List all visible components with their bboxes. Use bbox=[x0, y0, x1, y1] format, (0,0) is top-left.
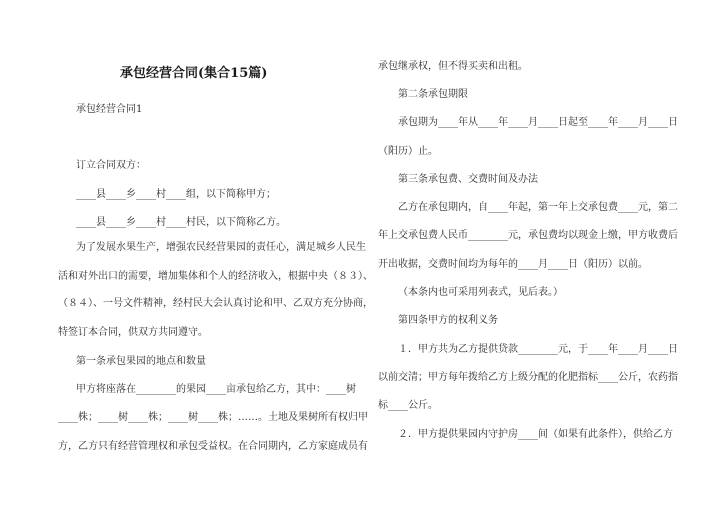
party-a-line: ____县____乡____村____组，以下简称甲方； bbox=[76, 189, 276, 200]
intro-line-4: 特签订本合同，供双方共同遵守。 bbox=[58, 327, 208, 338]
article-2-line-2: （阳历）止。 bbox=[378, 146, 438, 157]
intro-line-3: （８４）、一号文件精神，经村民大会认真讨论和甲、乙双方充分协商， bbox=[58, 298, 373, 309]
article-4-heading: 第四条甲方的权利义务 bbox=[398, 315, 498, 326]
article-2-heading: 第二条承包期限 bbox=[398, 89, 468, 100]
article-1-line-1: 甲方将座落在________的果园____亩承包给乙方，其中：____树 bbox=[76, 384, 356, 395]
article-4-item-1-line-1: １．甲方共为乙方提供贷款________元，于____年____月____日 bbox=[398, 344, 678, 355]
article-1-line-2: ____株；____树____株；____树____株；……。土地及果树所有权归甲 bbox=[58, 412, 368, 423]
party-b-line: ____县____乡____村____村民，以下简称乙方。 bbox=[76, 217, 286, 228]
article-2-line-1: 承包期为____年从____年____月____日起至____年____月____日 bbox=[398, 117, 678, 128]
article-3-line-3: 开出收据，交费时间均为每年的____月____日（阳历）以前。 bbox=[378, 259, 648, 270]
article-1-heading: 第一条承包果园的地点和数量 bbox=[76, 356, 206, 367]
article-3-note: （本条内也可采用列表式，见后表。） bbox=[398, 287, 563, 298]
article-1-line-3: 方，乙方只有经营管理权和承包受益权。在合同期内，乙方家庭成员有 bbox=[58, 441, 368, 452]
article-4-item-2-line-1: ２．甲方提供果园内守护房____间（如果有此条件），供给乙方 bbox=[398, 429, 673, 440]
article-3-heading: 第三条承包费、交费时间及办法 bbox=[398, 174, 538, 185]
intro-line-1: 为了发展水果生产，增强农民经营果园的责任心，满足城乡人民生 bbox=[76, 242, 366, 253]
contract-subtitle: 承包经营合同1 bbox=[76, 104, 143, 115]
intro-line-2: 活和对外出口的需要，增加集体和个人的经济收入，根据中央（８３）、 bbox=[58, 271, 373, 282]
article-4-item-1-line-3: 标____公斤。 bbox=[378, 400, 438, 411]
article-4-item-1-line-2: 以前交清；甲方每年拨给乙方上级分配的化肥指标____公斤，农药指 bbox=[378, 372, 678, 383]
parties-heading: 订立合同双方： bbox=[76, 160, 146, 171]
article-3-line-2: 年上交承包费人民币________元，承包费均以现金上缴，甲方收费后 bbox=[378, 230, 678, 241]
continuation-line: 承包继承权，但不得买卖和出租。 bbox=[378, 61, 528, 72]
article-3-line-1: 乙方在承包期内，自____年起，第一年上交承包费____元，第二 bbox=[398, 202, 678, 213]
document-title: 承包经营合同(集合15篇) bbox=[120, 66, 268, 81]
